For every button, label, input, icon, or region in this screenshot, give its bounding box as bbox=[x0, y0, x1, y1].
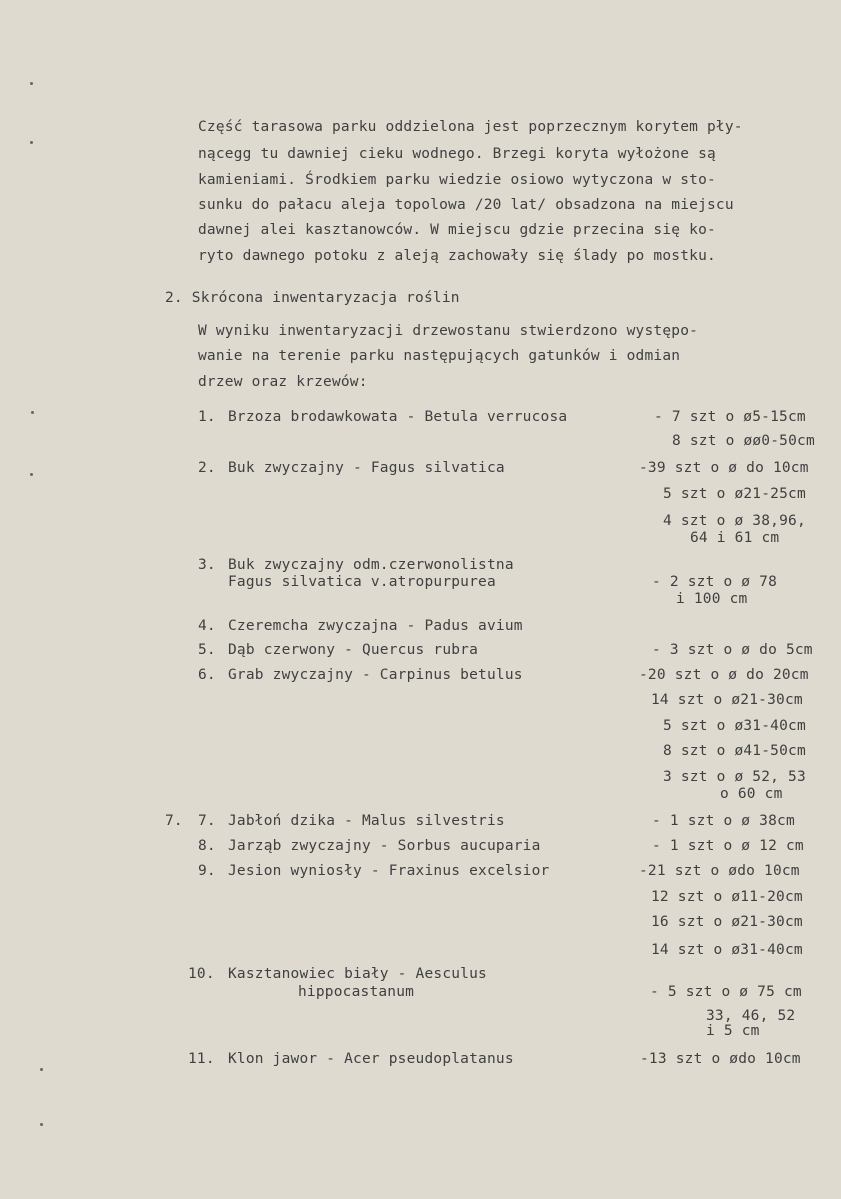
margin-speck bbox=[30, 82, 33, 85]
species-count: 33, 46, 52 bbox=[706, 1008, 796, 1024]
species-count: i 5 cm bbox=[706, 1023, 760, 1039]
section-intro-line: W wyniku inwentaryzacji drzewostanu stwierdzono występo- bbox=[198, 323, 699, 339]
species-name: Klon jawor - Acer pseudoplatanus bbox=[228, 1051, 514, 1067]
species-count: - 7 szt o ø5-15cm bbox=[654, 409, 806, 425]
paragraph-line: kamieniami. Środkiem parku wiedzie osiowo wytyczona w sto- bbox=[198, 172, 716, 188]
paragraph-line: sunku do pałacu aleja topolowa /20 lat/ obsadzona na miejscu bbox=[198, 197, 734, 213]
paragraph-line: nącegg tu dawniej cieku wodnego. Brzegi koryta wyłożone są bbox=[198, 146, 716, 162]
species-count: i 100 cm bbox=[676, 591, 748, 607]
species-count: 16 szt o ø21-30cm bbox=[651, 914, 803, 930]
section-heading: 2. Skrócona inwentaryzacja roślin bbox=[165, 290, 460, 306]
species-number: 1. bbox=[198, 409, 216, 425]
species-name: Jesion wyniosły - Fraxinus excelsior bbox=[228, 863, 550, 879]
species-name: Buk zwyczajny odm.czerwonolistna bbox=[228, 557, 514, 573]
species-name: hippocastanum bbox=[298, 984, 415, 1000]
species-number: 8. bbox=[198, 838, 216, 854]
species-count: -13 szt o ødo 10cm bbox=[640, 1051, 801, 1067]
species-count: 5 szt o ø21-25cm bbox=[663, 486, 806, 502]
species-count: 3 szt o ø 52, 53 bbox=[663, 769, 806, 785]
margin-speck bbox=[30, 141, 33, 144]
species-name: Fagus silvatica v.atropurpurea bbox=[228, 574, 496, 590]
section-intro-line: drzew oraz krzewów: bbox=[198, 374, 368, 390]
species-count: - 2 szt o ø 78 bbox=[652, 574, 778, 590]
margin-speck bbox=[30, 473, 33, 476]
species-count: o 60 cm bbox=[720, 786, 783, 802]
species-name: Jabłoń dzika - Malus silvestris bbox=[228, 813, 505, 829]
species-count: 8 szt o ø41-50cm bbox=[663, 743, 806, 759]
species-count: 8 szt o øø0-50cm bbox=[672, 433, 815, 449]
species-number: 3. bbox=[198, 557, 216, 573]
species-count: -21 szt o ødo 10cm bbox=[639, 863, 800, 879]
species-number: 7. bbox=[198, 813, 216, 829]
margin-speck bbox=[40, 1123, 43, 1126]
species-count: - 3 szt o ø do 5cm bbox=[652, 642, 813, 658]
species-name: Buk zwyczajny - Fagus silvatica bbox=[228, 460, 505, 476]
species-count: - 1 szt o ø 38cm bbox=[652, 813, 795, 829]
species-number: 9. bbox=[198, 863, 216, 879]
species-name: Czeremcha zwyczajna - Padus avium bbox=[228, 618, 523, 634]
paragraph-line: dawnej alei kasztanowców. W miejscu gdzie przecina się ko- bbox=[198, 222, 716, 238]
section-intro-line: wanie na terenie parku następujących gatunków i odmian bbox=[198, 348, 681, 364]
species-count: 4 szt o ø 38,96, bbox=[663, 513, 806, 529]
species-name: Dąb czerwony - Quercus rubra bbox=[228, 642, 479, 658]
species-count: 12 szt o ø11-20cm bbox=[651, 889, 803, 905]
species-count: 14 szt o ø31-40cm bbox=[651, 942, 803, 958]
paragraph-line: Część tarasowa parku oddzielona jest poprzecznym korytem pły- bbox=[198, 119, 743, 135]
species-number: 4. bbox=[198, 618, 216, 634]
species-number: 10. bbox=[188, 966, 215, 982]
species-name: Brzoza brodawkowata - Betula verrucosa bbox=[228, 409, 568, 425]
margin-note: 7. bbox=[165, 813, 183, 829]
species-name: Jarząb zwyczajny - Sorbus aucuparia bbox=[228, 838, 541, 854]
species-count: -20 szt o ø do 20cm bbox=[639, 667, 809, 683]
species-count: - 5 szt o ø 75 cm bbox=[650, 984, 802, 1000]
species-name: Kasztanowiec biały - Aesculus bbox=[228, 966, 487, 982]
species-name: Grab zwyczajny - Carpinus betulus bbox=[228, 667, 523, 683]
species-count: 64 i 61 cm bbox=[690, 530, 780, 546]
species-number: 2. bbox=[198, 460, 216, 476]
species-count: 5 szt o ø31-40cm bbox=[663, 718, 806, 734]
species-number: 5. bbox=[198, 642, 216, 658]
margin-speck bbox=[40, 1068, 43, 1071]
species-number: 11. bbox=[188, 1051, 215, 1067]
species-count: 14 szt o ø21-30cm bbox=[651, 692, 803, 708]
margin-speck bbox=[31, 411, 34, 414]
paragraph-line: ryto dawnego potoku z aleją zachowały się ślady po mostku. bbox=[198, 248, 716, 264]
species-number: 6. bbox=[198, 667, 216, 683]
species-count: -39 szt o ø do 10cm bbox=[639, 460, 809, 476]
species-count: - 1 szt o ø 12 cm bbox=[652, 838, 804, 854]
